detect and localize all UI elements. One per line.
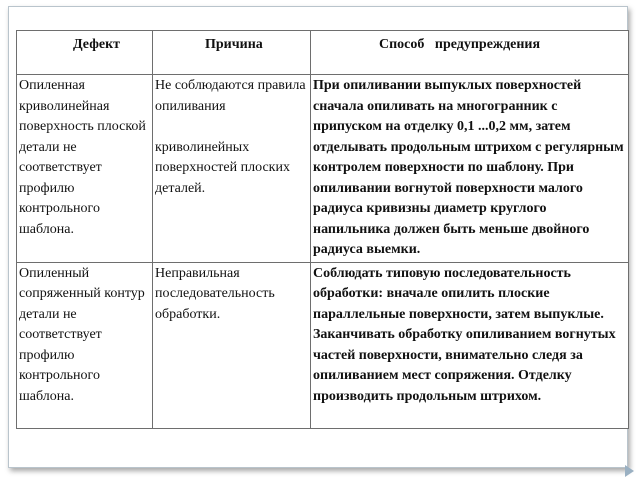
- cause-cell: [153, 262, 311, 428]
- cause-cell: [153, 75, 311, 263]
- table-row: [17, 262, 629, 428]
- header-cause: Причина: [153, 31, 311, 75]
- cause-text: Не соблюдаются правила опиливания криволинейных поверхностей плоских деталей.: [155, 78, 306, 196]
- table-header-row: [17, 31, 629, 75]
- method-text: При опиливании выпуклых поверхностей сначала опиливать на многогранник с припуском на отделку 0,1 ...0,2 мм, затем отделывать продольным штрихом с регулярным контролем поверхности по шаблону. При опиливании вогнутой поверхности малого радиуса кривизны диаметр круглого напильника должен быть меньше двойного радиуса выемки.: [313, 78, 624, 257]
- method-cell: [311, 75, 629, 263]
- cause-text: Неправильная последовательность обработки.: [155, 265, 275, 322]
- triangle-right-icon[interactable]: [625, 465, 634, 477]
- header-defect: Дефект: [17, 31, 153, 75]
- header-prevention-method: Способ предупреждения: [311, 31, 629, 75]
- method-cell: [311, 262, 629, 428]
- defect-cell: [17, 262, 153, 428]
- defect-cell: [17, 75, 153, 263]
- table-row: [17, 75, 629, 263]
- defects-table: [16, 30, 629, 429]
- method-text: Соблюдать типовую последовательность обработки: вначале опилить плоские параллельные поверхности, затем выпуклые. Заканчивать обработку опиливанием вогнутых частей поверхности, внимательно следя за опиливанием мест сопряжения. Отделку производить продольным штрихом.: [313, 265, 616, 404]
- defect-text: Опиленный сопряженный контур детали не соответствует профилю контрольного шаблона.: [19, 265, 145, 404]
- defect-text: Опиленная криволинейная поверхность плоской детали не соответствует профилю контрольного шаблона.: [19, 78, 146, 237]
